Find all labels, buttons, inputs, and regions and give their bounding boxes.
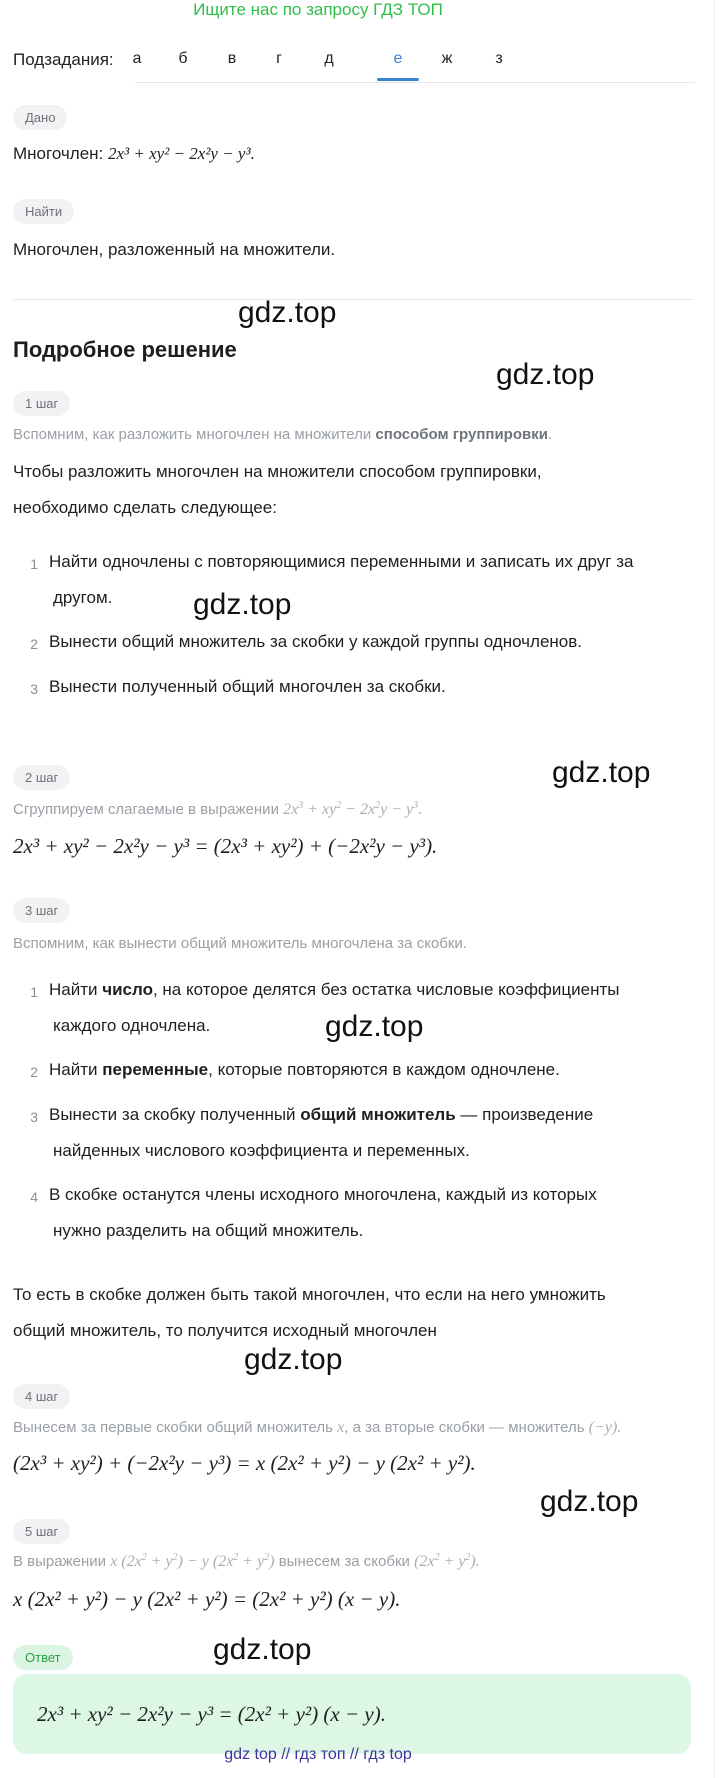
step4-equation: (2x³ + xy²) + (−2x²y − y³) = x (2x² + y²) − y (2x² + y²). bbox=[13, 1451, 476, 1475]
subtasks-tabs bbox=[132, 46, 695, 83]
section-divider bbox=[13, 299, 693, 300]
list-item-text-cont: каждого одночлена. bbox=[53, 1016, 211, 1035]
watermark: gdz.top bbox=[238, 296, 337, 329]
list-number: 2 bbox=[30, 1064, 38, 1080]
step5-note-b: вынесем за скобки bbox=[278, 1553, 410, 1570]
tab-a[interactable]: а bbox=[132, 50, 142, 67]
step1-para-line2: необходимо сделать следующее: bbox=[13, 498, 277, 517]
step2-note bbox=[13, 801, 422, 819]
answer-equation: 2x³ + xy² − 2x²y − y³ = (2x² + y²) (x − y). bbox=[37, 1702, 386, 1726]
list-number: 1 bbox=[30, 984, 38, 1000]
list-item-text: В скобке останутся члены исходного многочлена, каждый из которых bbox=[49, 1185, 597, 1204]
list-item-text bbox=[49, 1052, 560, 1088]
given-text bbox=[13, 144, 255, 164]
step1-note-bold: способом группировки bbox=[375, 426, 548, 443]
given-label: Многочлен: bbox=[13, 144, 104, 163]
list-item-text-cont: другом. bbox=[53, 588, 113, 607]
step1-note-end: . bbox=[547, 426, 553, 443]
step2-equation: 2x³ + xy² − 2x²y − y³ = (2x³ + xy²) + (−2x²y − y³). bbox=[13, 834, 438, 858]
list-number: 3 bbox=[30, 1109, 38, 1125]
watermark: gdz.top bbox=[496, 358, 595, 391]
step3-para-line2: общий множитель, то получится исходный многочлен bbox=[13, 1321, 437, 1340]
li-bold: переменные bbox=[102, 1060, 209, 1079]
step4-note-y: (−y). bbox=[588, 1419, 622, 1436]
list-item-text: Вынести полученный общий многочлен за скобки. bbox=[49, 677, 446, 696]
step5-note-expr: x $(2x^2 + y^2) - y$ $(2x^2 + y^2)$ bbox=[110, 1552, 275, 1570]
answer-pill: Ответ bbox=[13, 1645, 73, 1670]
li-bold: число bbox=[102, 980, 153, 999]
list-item-text bbox=[49, 1097, 593, 1133]
watermark: gdz.top bbox=[193, 588, 292, 621]
list-item-text: Вынести общий множитель за скобки у каждой группы одночленов. bbox=[49, 632, 583, 651]
step1-para-line1: Чтобы разложить многочлен на множители способом группировки, bbox=[13, 462, 542, 481]
list-number: 3 bbox=[30, 681, 38, 697]
li-pre: Вынести за скобку полученный bbox=[49, 1105, 301, 1124]
watermark: gdz.top bbox=[213, 1633, 312, 1666]
active-tab-indicator bbox=[377, 78, 419, 81]
list-item-text-cont: нужно разделить на общий множитель. bbox=[53, 1221, 364, 1240]
step5-note bbox=[13, 1553, 480, 1571]
li-pre: Найти bbox=[49, 1060, 103, 1079]
watermark: gdz.top bbox=[552, 756, 651, 789]
step5-pill: 5 шаг bbox=[13, 1519, 70, 1544]
list-item-text bbox=[49, 972, 620, 1008]
tab-e[interactable]: е bbox=[393, 50, 403, 67]
step1-note bbox=[13, 426, 552, 443]
list-item-text: Найти одночлены с повторяющимися переменными и записать их друг за bbox=[49, 552, 634, 571]
tab-b[interactable]: б bbox=[178, 50, 188, 67]
subtasks-label: Подзадания: bbox=[13, 50, 114, 69]
find-text: Многочлен, разложенный на множители. bbox=[13, 240, 336, 259]
step4-note-b: , а за вторые скобки — множитель bbox=[344, 1419, 585, 1436]
given-pill: Дано bbox=[13, 105, 67, 130]
step4-note-a: Вынесем за первые скобки общий множитель bbox=[13, 1419, 333, 1436]
watermark: gdz.top bbox=[325, 1010, 424, 1043]
step1-pill: 1 шаг bbox=[13, 391, 70, 416]
watermark: gdz.top bbox=[244, 1343, 343, 1376]
step2-pill: 2 шаг bbox=[13, 765, 70, 790]
step4-note-x: x bbox=[337, 1419, 345, 1436]
find-pill: Найти bbox=[13, 199, 74, 224]
step5-note-a: В выражении bbox=[13, 1553, 107, 1570]
step4-pill: 4 шаг bbox=[13, 1384, 70, 1409]
tab-g[interactable]: г bbox=[276, 50, 282, 67]
solution-title: Подробное решение bbox=[13, 337, 237, 362]
li-bold: общий множитель bbox=[300, 1105, 456, 1124]
given-expression: 2x³ + xy² − 2x²y − y³. bbox=[108, 144, 255, 163]
step5-note-factor: $(2x^2 + y^2)$. bbox=[414, 1552, 480, 1570]
step3-note: Вспомним, как вынести общий множитель многочлена за скобки. bbox=[13, 935, 467, 952]
li-post: , которые повторяются в каждом одночлене. bbox=[208, 1060, 560, 1079]
page-border bbox=[714, 0, 715, 1778]
tab-d[interactable]: д bbox=[324, 50, 334, 67]
list-number: 4 bbox=[30, 1189, 38, 1205]
step2-note-text: Сгруппируем слагаемые в выражении bbox=[13, 801, 279, 818]
list-item-text-cont: найденных числового коэффициента и переменных. bbox=[53, 1141, 470, 1160]
list-number: 2 bbox=[30, 636, 38, 652]
step5-equation: x (2x² + y²) − y (2x² + y²) = (2x² + y²) (x − y). bbox=[13, 1587, 401, 1611]
footer-links[interactable]: gdz top // гдз топ // гдз top bbox=[224, 1746, 412, 1763]
li-pre: Найти bbox=[49, 980, 103, 999]
step3-para-line1: То есть в скобке должен быть такой многочлен, что если на него умножить bbox=[13, 1285, 606, 1304]
step3-pill: 3 шаг bbox=[13, 898, 70, 923]
li-post: , на которое делятся без остатка числовые коэффициенты bbox=[152, 980, 620, 999]
list-number: 1 bbox=[30, 556, 38, 572]
step4-note bbox=[13, 1419, 621, 1437]
tab-v[interactable]: в bbox=[227, 50, 237, 67]
step1-note-text: Вспомним, как разложить многочлен на множители bbox=[13, 426, 376, 443]
answer-box bbox=[13, 1674, 691, 1754]
step2-note-expr: $2x^3 + xy^2 - 2x^2y - y^3$. bbox=[283, 800, 423, 818]
tab-zh[interactable]: ж bbox=[441, 50, 453, 67]
tab-z[interactable]: з bbox=[495, 50, 503, 67]
search-banner[interactable]: Ищите нас по запросу ГДЗ ТОП bbox=[193, 0, 443, 19]
watermark: gdz.top bbox=[540, 1485, 639, 1518]
li-post: — произведение bbox=[455, 1105, 594, 1124]
